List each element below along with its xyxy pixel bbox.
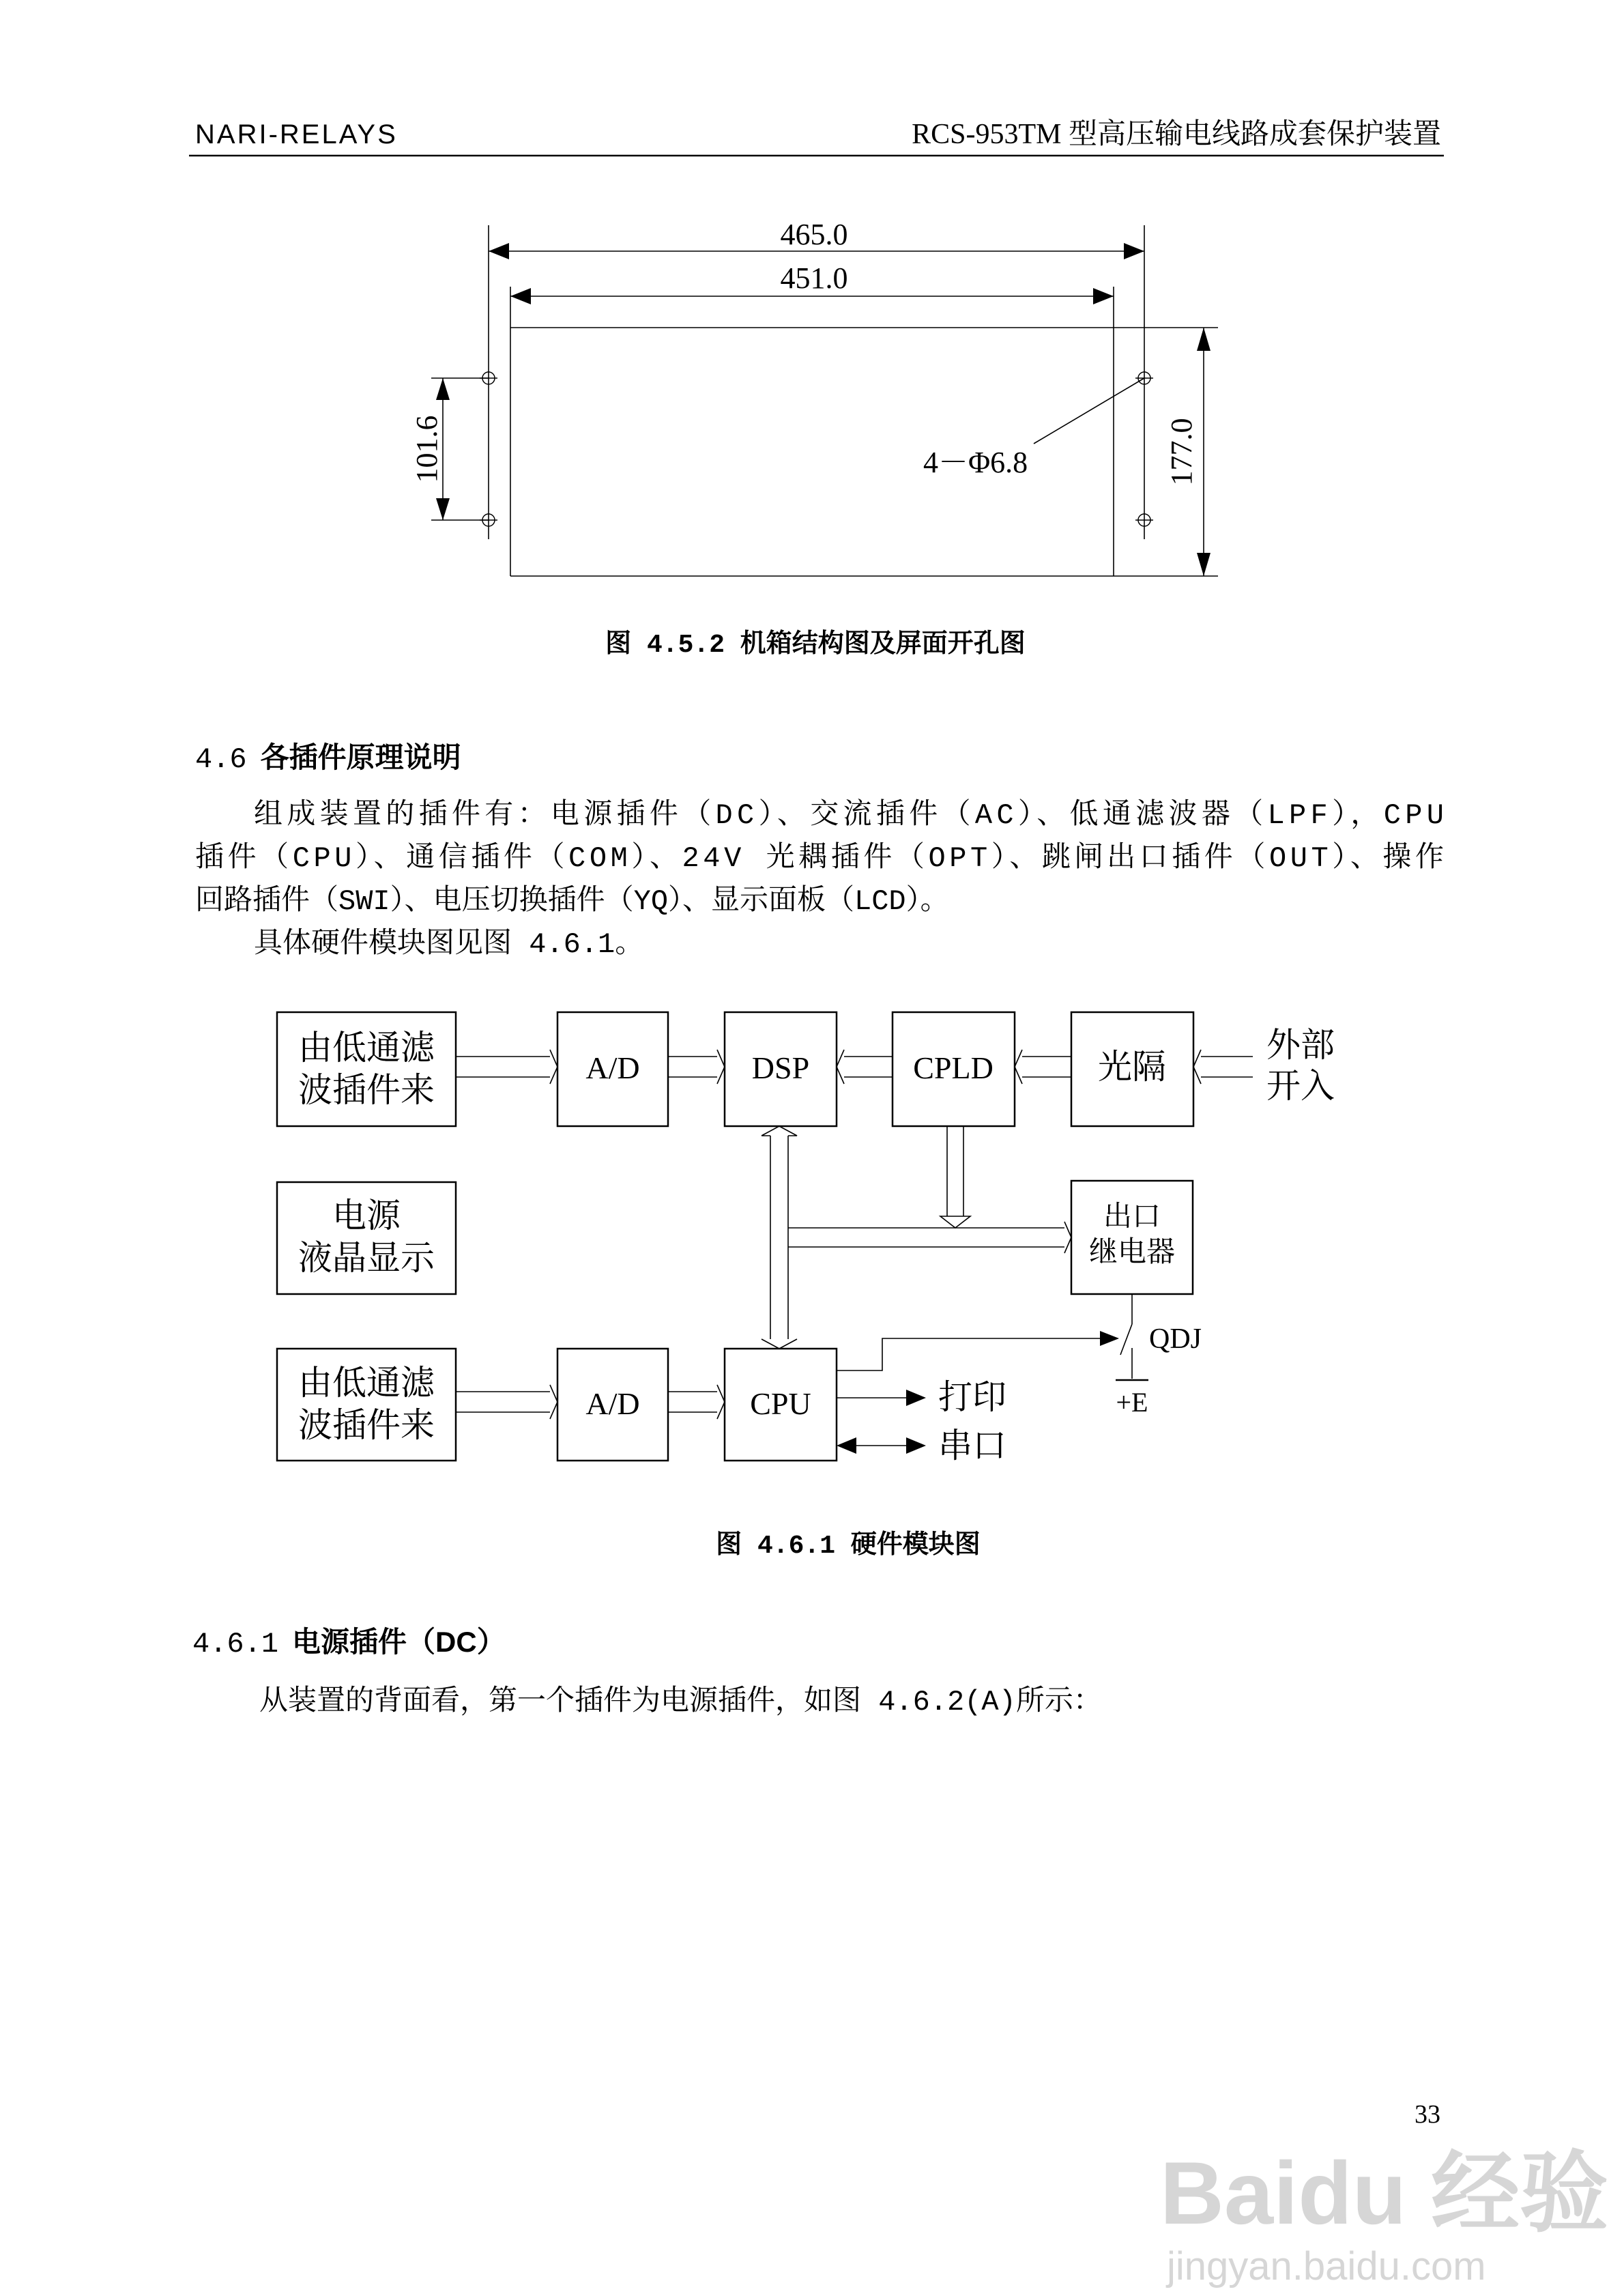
label-serial: 串口 (938, 1426, 1006, 1465)
watermark-url: jingyan.baidu.com (1167, 2244, 1486, 2288)
section-4-6-1-heading: 4.6.1 电源插件（DC） (192, 1626, 506, 1661)
label-lpf-bottom-1: 由低通滤 (298, 1364, 435, 1402)
label-lpf-bottom-2: 波插件来 (298, 1406, 435, 1444)
label-external-2: 开入 (1266, 1067, 1335, 1105)
section-4-6-heading: 4.6 各插件原理说明 (195, 741, 461, 776)
label-qdj: QDJ (1149, 1323, 1202, 1355)
mounting-hole-icons (480, 372, 1153, 526)
label-dsp: DSP (751, 1050, 810, 1085)
label-ad-bottom: A/D (585, 1386, 640, 1421)
arrow-right-icon (906, 1437, 926, 1454)
dimension-465: 465.0 (780, 218, 848, 251)
arrowhead (1093, 288, 1114, 304)
label-cpld: CPLD (913, 1050, 994, 1085)
label-power: 电源 (332, 1196, 401, 1235)
arrowhead (489, 243, 509, 259)
arrowhead (1197, 553, 1210, 576)
watermark-logo: Baidu 经验 (1160, 2143, 1609, 2243)
arrow-right-icon (1100, 1331, 1119, 1346)
label-output: 出口 (1103, 1201, 1161, 1233)
arrowhead (436, 378, 450, 400)
dimension-101-6: 101.6 (410, 415, 444, 483)
label-lpf-top-1: 由低通滤 (298, 1029, 435, 1067)
dimension-451: 451.0 (780, 261, 848, 295)
paragraph-line: 插件（CPU）、通信插件（COM）、24V 光耦插件（OPT）、跳闸出口插件（OUT）、操作 (195, 842, 1444, 875)
label-plus-e: +E (1116, 1387, 1148, 1418)
label-lcd: 液晶显示 (298, 1239, 435, 1277)
arrowhead (510, 288, 531, 304)
hole-spec-label: 4－Φ6.8 (923, 446, 1028, 479)
header-left: NARI-RELAYS (195, 119, 398, 149)
arrow-right-icon (906, 1390, 926, 1406)
label-cpu: CPU (750, 1386, 811, 1421)
arrowhead (1124, 243, 1144, 259)
label-opto: 光隔 (1098, 1048, 1166, 1086)
paragraph-line: 从装置的背面看，第一个插件为电源插件，如图 4.6.2(A)所示： (259, 1686, 1102, 1719)
figure-4-6-1-caption: 图 4.6.1 硬件模块图 (716, 1532, 981, 1561)
arrow-left-icon (837, 1437, 856, 1454)
arrowhead (436, 498, 450, 520)
label-lpf-top-2: 波插件来 (298, 1071, 435, 1109)
baidu-jingyan-watermark (1160, 2143, 1608, 2288)
label-print: 打印 (938, 1378, 1006, 1416)
label-ad-top: A/D (585, 1050, 640, 1085)
header-right: RCS-953TM 型高压输电线路成套保护装置 (912, 119, 1441, 150)
figure-4-5-2-caption: 图 4.5.2 机箱结构图及屏面开孔图 (605, 631, 1026, 660)
paragraph-line: 回路插件（SWI）、电压切换插件（YQ）、显示面板（LCD）。 (195, 885, 949, 918)
page-number: 33 (1415, 2100, 1440, 2129)
label-external-1: 外部 (1266, 1026, 1335, 1064)
label-relay: 继电器 (1088, 1237, 1176, 1268)
paragraph-line: 具体硬件模块图见图 4.6.1。 (254, 928, 644, 961)
dimension-177: 177.0 (1165, 418, 1198, 486)
arrowhead (1197, 328, 1210, 351)
bus-arrows (456, 1050, 1253, 1419)
figure-4-6-1-hardware-block-diagram (277, 1012, 1335, 1465)
paragraph-line: 组成装置的插件有：电源插件（DC）、交流插件（AC）、低通滤波器（LPF），CPU (254, 799, 1444, 832)
figure-4-5-2-chassis-drawing (410, 218, 1218, 576)
relay-contact-switch (1120, 1324, 1132, 1355)
